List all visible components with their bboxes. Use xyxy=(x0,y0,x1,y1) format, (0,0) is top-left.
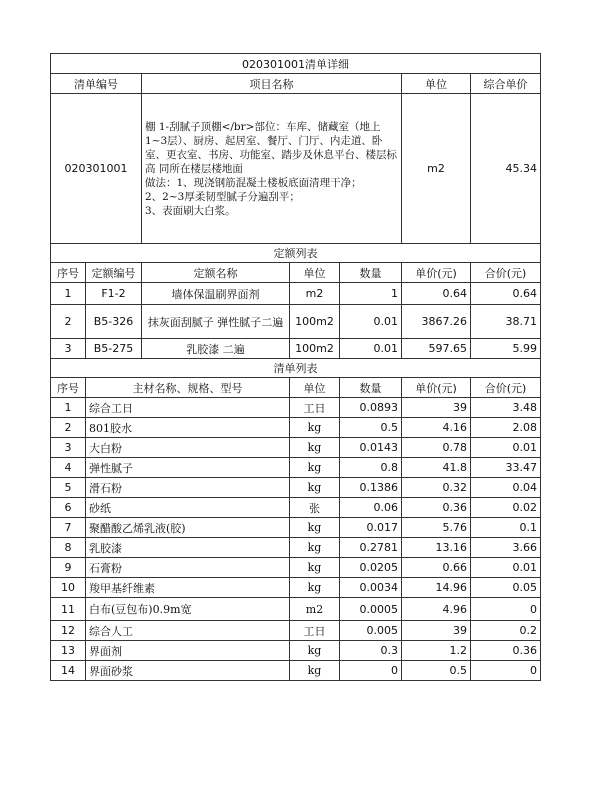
material-qty: 0.017 xyxy=(340,518,402,538)
material-name: 综合工日 xyxy=(86,398,290,418)
material-unit: kg xyxy=(290,538,340,558)
material-qty: 0.0034 xyxy=(340,578,402,598)
material-section-title: 清单列表 xyxy=(51,359,541,378)
material-unit: 工日 xyxy=(290,398,340,418)
material-price: 4.96 xyxy=(402,598,471,621)
table-title: 020301001清单详细 xyxy=(51,54,541,74)
quota-name: 抹灰面刮腻子 弹性腻子二遍 xyxy=(142,305,290,339)
material-total: 0 xyxy=(471,598,541,621)
material-row xyxy=(51,518,541,538)
material-unit: kg xyxy=(290,578,340,598)
quota-price: 597.65 xyxy=(402,339,471,359)
material-name: 乳胶漆 xyxy=(86,538,290,558)
material-price: 41.8 xyxy=(402,458,471,478)
material-qty: 0.0893 xyxy=(340,398,402,418)
quota-seq: 3 xyxy=(51,339,86,359)
material-unit: 张 xyxy=(290,498,340,518)
material-price: 0.5 xyxy=(402,661,471,681)
material-seq: 11 xyxy=(51,598,86,621)
material-section-row xyxy=(51,359,541,378)
material-qty: 0.0205 xyxy=(340,558,402,578)
material-name: 羧甲基纤维素 xyxy=(86,578,290,598)
material-unit: 工日 xyxy=(290,621,340,641)
material-unit: kg xyxy=(290,518,340,538)
material-row xyxy=(51,538,541,558)
material-name: 大白粉 xyxy=(86,438,290,458)
header-price: 综合单价 xyxy=(471,74,541,94)
material-name: 综合人工 xyxy=(86,621,290,641)
material-total: 0 xyxy=(471,661,541,681)
material-seq: 6 xyxy=(51,498,86,518)
quota-row xyxy=(51,339,541,359)
quota-row xyxy=(51,305,541,339)
material-total: 0.04 xyxy=(471,478,541,498)
quota-unit: 100m2 xyxy=(290,305,340,339)
material-row xyxy=(51,498,541,518)
material-header-qty: 数量 xyxy=(340,378,402,398)
quota-section-row xyxy=(51,244,541,263)
material-price: 4.16 xyxy=(402,418,471,438)
material-unit: kg xyxy=(290,458,340,478)
material-seq: 2 xyxy=(51,418,86,438)
material-seq: 1 xyxy=(51,398,86,418)
material-qty: 0.5 xyxy=(340,418,402,438)
material-unit: kg xyxy=(290,438,340,458)
quota-seq: 1 xyxy=(51,283,86,305)
material-total: 0.05 xyxy=(471,578,541,598)
material-name: 界面砂浆 xyxy=(86,661,290,681)
item-header-row xyxy=(51,74,541,94)
material-seq: 10 xyxy=(51,578,86,598)
item-code: 020301001 xyxy=(51,94,142,244)
quota-header-name: 定额名称 xyxy=(142,263,290,283)
material-price: 0.66 xyxy=(402,558,471,578)
material-row xyxy=(51,641,541,661)
material-name: 801胶水 xyxy=(86,418,290,438)
item-unit: m2 xyxy=(402,94,471,244)
material-seq: 8 xyxy=(51,538,86,558)
material-price: 5.76 xyxy=(402,518,471,538)
material-header-seq: 序号 xyxy=(51,378,86,398)
material-seq: 5 xyxy=(51,478,86,498)
material-unit: kg xyxy=(290,661,340,681)
item-row xyxy=(51,94,541,244)
material-qty: 0.3 xyxy=(340,641,402,661)
material-unit: kg xyxy=(290,641,340,661)
quota-code: B5-326 xyxy=(86,305,142,339)
material-row xyxy=(51,458,541,478)
material-total: 3.66 xyxy=(471,538,541,558)
material-name: 白布(豆包布)0.9m宽 xyxy=(86,598,290,621)
material-qty: 0.06 xyxy=(340,498,402,518)
quota-unit: 100m2 xyxy=(290,339,340,359)
quota-header-price: 单价(元) xyxy=(402,263,471,283)
material-price: 1.2 xyxy=(402,641,471,661)
quota-seq: 2 xyxy=(51,305,86,339)
material-row xyxy=(51,398,541,418)
material-total: 3.48 xyxy=(471,398,541,418)
material-name: 砂纸 xyxy=(86,498,290,518)
material-total: 0.02 xyxy=(471,498,541,518)
material-row xyxy=(51,598,541,621)
header-code: 清单编号 xyxy=(51,74,142,94)
quota-header-row xyxy=(51,263,541,283)
quota-price: 3867.26 xyxy=(402,305,471,339)
material-header-price: 单价(元) xyxy=(402,378,471,398)
quota-total: 0.64 xyxy=(471,283,541,305)
material-total: 33.47 xyxy=(471,458,541,478)
material-header-row xyxy=(51,378,541,398)
material-seq: 13 xyxy=(51,641,86,661)
quota-header-qty: 数量 xyxy=(340,263,402,283)
material-name: 聚醋酸乙烯乳液(胶) xyxy=(86,518,290,538)
quota-name: 墙体保温刷界面剂 xyxy=(142,283,290,305)
material-qty: 0.8 xyxy=(340,458,402,478)
material-seq: 7 xyxy=(51,518,86,538)
header-unit: 单位 xyxy=(402,74,471,94)
quota-header-code: 定额编号 xyxy=(86,263,142,283)
material-qty: 0.0143 xyxy=(340,438,402,458)
quota-name: 乳胶漆 二遍 xyxy=(142,339,290,359)
material-unit: kg xyxy=(290,558,340,578)
material-total: 2.08 xyxy=(471,418,541,438)
material-qty: 0.0005 xyxy=(340,598,402,621)
material-row xyxy=(51,438,541,458)
material-name: 滑石粉 xyxy=(86,478,290,498)
material-unit: m2 xyxy=(290,598,340,621)
material-price: 0.36 xyxy=(402,498,471,518)
material-name: 石膏粉 xyxy=(86,558,290,578)
quota-unit: m2 xyxy=(290,283,340,305)
quota-header-total: 合价(元) xyxy=(471,263,541,283)
material-price: 0.78 xyxy=(402,438,471,458)
material-total: 0.01 xyxy=(471,558,541,578)
material-qty: 0.005 xyxy=(340,621,402,641)
quota-qty: 0.01 xyxy=(340,305,402,339)
material-price: 13.16 xyxy=(402,538,471,558)
material-qty: 0.2781 xyxy=(340,538,402,558)
quota-header-unit: 单位 xyxy=(290,263,340,283)
material-row xyxy=(51,661,541,681)
quota-code: B5-275 xyxy=(86,339,142,359)
quota-price: 0.64 xyxy=(402,283,471,305)
quota-section-title: 定额列表 xyxy=(51,244,541,263)
material-price: 39 xyxy=(402,621,471,641)
material-header-unit: 单位 xyxy=(290,378,340,398)
material-price: 14.96 xyxy=(402,578,471,598)
material-unit: kg xyxy=(290,478,340,498)
material-row xyxy=(51,558,541,578)
quota-qty: 1 xyxy=(340,283,402,305)
quota-code: F1-2 xyxy=(86,283,142,305)
material-row xyxy=(51,418,541,438)
material-seq: 14 xyxy=(51,661,86,681)
material-header-total: 合价(元) xyxy=(471,378,541,398)
material-seq: 3 xyxy=(51,438,86,458)
material-header-name: 主材名称、规格、型号 xyxy=(86,378,290,398)
title-row xyxy=(51,54,541,74)
quota-qty: 0.01 xyxy=(340,339,402,359)
material-row xyxy=(51,578,541,598)
item-price: 45.34 xyxy=(471,94,541,244)
quota-total: 5.99 xyxy=(471,339,541,359)
material-unit: kg xyxy=(290,418,340,438)
material-qty: 0.1386 xyxy=(340,478,402,498)
bill-detail-table xyxy=(50,53,541,681)
header-name: 项目名称 xyxy=(142,74,402,94)
quota-row xyxy=(51,283,541,305)
material-seq: 9 xyxy=(51,558,86,578)
quota-header-seq: 序号 xyxy=(51,263,86,283)
material-name: 界面剂 xyxy=(86,641,290,661)
material-price: 39 xyxy=(402,398,471,418)
material-seq: 12 xyxy=(51,621,86,641)
item-description: 棚 1-刮腻子顶棚</br>部位：车库、储藏室（地上1~3层）、厨房、起居室、餐厅、门厅、内走道、卧室、更衣室、书房、功能室、踏步及休息平台、楼层标高 同所在楼层楼地面 做法：1、现浇钢筋混凝土楼板底面清理干净； 2、2~3厚柔韧型腻子分遍刮平； 3、表面刷大白浆。 xyxy=(142,94,402,244)
material-name: 弹性腻子 xyxy=(86,458,290,478)
material-qty: 0 xyxy=(340,661,402,681)
material-total: 0.01 xyxy=(471,438,541,458)
material-total: 0.36 xyxy=(471,641,541,661)
material-seq: 4 xyxy=(51,458,86,478)
material-row xyxy=(51,478,541,498)
material-price: 0.32 xyxy=(402,478,471,498)
material-total: 0.2 xyxy=(471,621,541,641)
material-total: 0.1 xyxy=(471,518,541,538)
material-row xyxy=(51,621,541,641)
quota-total: 38.71 xyxy=(471,305,541,339)
